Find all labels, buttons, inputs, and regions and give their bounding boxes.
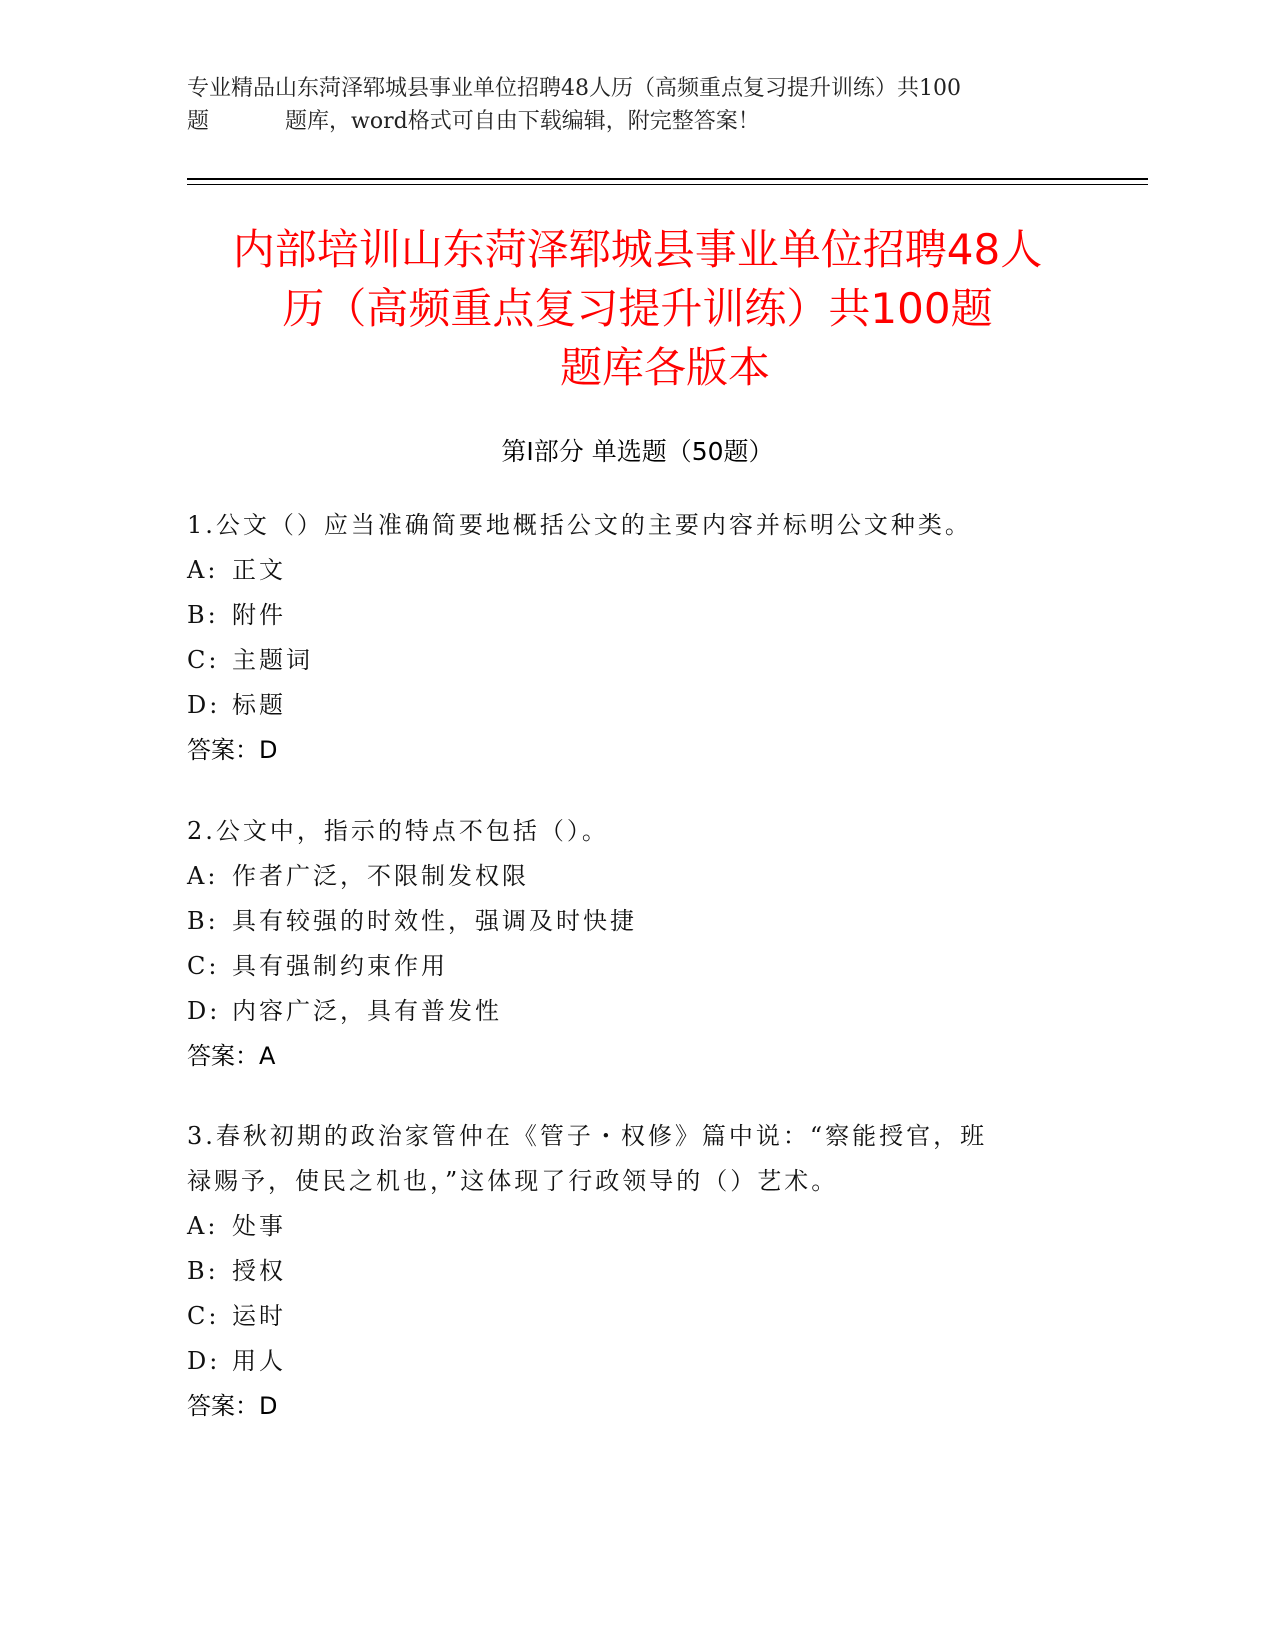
header-line-2-left: 题 <box>187 109 210 134</box>
page-header <box>187 72 1087 138</box>
question-3 <box>187 1114 1087 1429</box>
option-label: D: <box>187 691 221 719</box>
option-label: C: <box>187 1302 220 1330</box>
option-text: 内容广泛，具有普发性 <box>232 997 502 1025</box>
option-c <box>187 1294 1087 1339</box>
option-d <box>187 1339 1087 1384</box>
option-text: 正文 <box>232 556 286 584</box>
option-text: 附件 <box>232 601 286 629</box>
option-label: C: <box>187 646 220 674</box>
option-label: B: <box>187 601 219 629</box>
option-label: D: <box>187 1347 221 1375</box>
question-text: 1.公文（）应当准确简要地概括公文的主要内容并标明公文种类。 <box>187 511 972 539</box>
question-1 <box>187 503 1087 773</box>
option-text: 用人 <box>232 1347 286 1375</box>
option-text: 作者广泛，不限制发权限 <box>232 862 529 890</box>
option-label: A: <box>187 862 219 890</box>
option-label: C: <box>187 952 220 980</box>
option-a <box>187 1204 1087 1249</box>
header-line-2 <box>187 105 1087 138</box>
document-title <box>150 220 1125 397</box>
option-d <box>187 989 1087 1034</box>
option-label: D: <box>187 997 221 1025</box>
title-line-2: 历（高频重点复习提升训练）共100题 <box>282 284 993 333</box>
option-b <box>187 1249 1087 1294</box>
option-text: 具有较强的时效性，强调及时快捷 <box>232 907 637 935</box>
question-text-line-2: 禄赐予，使民之机也，”这体现了行政领导的（）艺术。 <box>187 1167 839 1195</box>
option-text: 具有强制约束作用 <box>232 952 448 980</box>
question-text: 2.公文中，指示的特点不包括（）。 <box>187 817 609 845</box>
header-divider-thick <box>187 178 1148 180</box>
option-c <box>187 944 1087 989</box>
option-text: 主题词 <box>232 646 313 674</box>
option-label: A: <box>187 556 219 584</box>
option-text: 处事 <box>232 1212 286 1240</box>
section-title: 第Ⅰ部分 单选题（50题） <box>501 437 774 466</box>
option-label: B: <box>187 1257 219 1285</box>
option-text: 授权 <box>232 1257 286 1285</box>
option-c <box>187 638 1087 683</box>
option-a <box>187 854 1087 899</box>
option-label: B: <box>187 907 219 935</box>
answer: 答案：D <box>187 1392 278 1420</box>
question-2 <box>187 809 1087 1079</box>
option-b <box>187 593 1087 638</box>
option-b <box>187 899 1087 944</box>
option-a <box>187 548 1087 593</box>
option-d <box>187 683 1087 728</box>
answer: 答案：A <box>187 1042 276 1070</box>
question-text-line-1: 3.春秋初期的政治家管仲在《管子・权修》篇中说：“察能授官，班 <box>187 1122 988 1150</box>
title-line-3: 题库各版本 <box>559 343 770 392</box>
header-line-2-right: 题库，word格式可自由下载编辑，附完整答案！ <box>285 109 760 134</box>
option-label: A: <box>187 1212 219 1240</box>
option-text: 标题 <box>232 691 286 719</box>
title-line-1: 内部培训山东菏泽郓城县事业单位招聘48人 <box>232 225 1043 274</box>
option-text: 运时 <box>232 1302 286 1330</box>
header-line-1: 专业精品山东菏泽郓城县事业单位招聘48人历（高频重点复习提升训练）共100 <box>187 76 961 101</box>
answer: 答案：D <box>187 736 278 764</box>
header-divider-thin <box>187 184 1148 185</box>
